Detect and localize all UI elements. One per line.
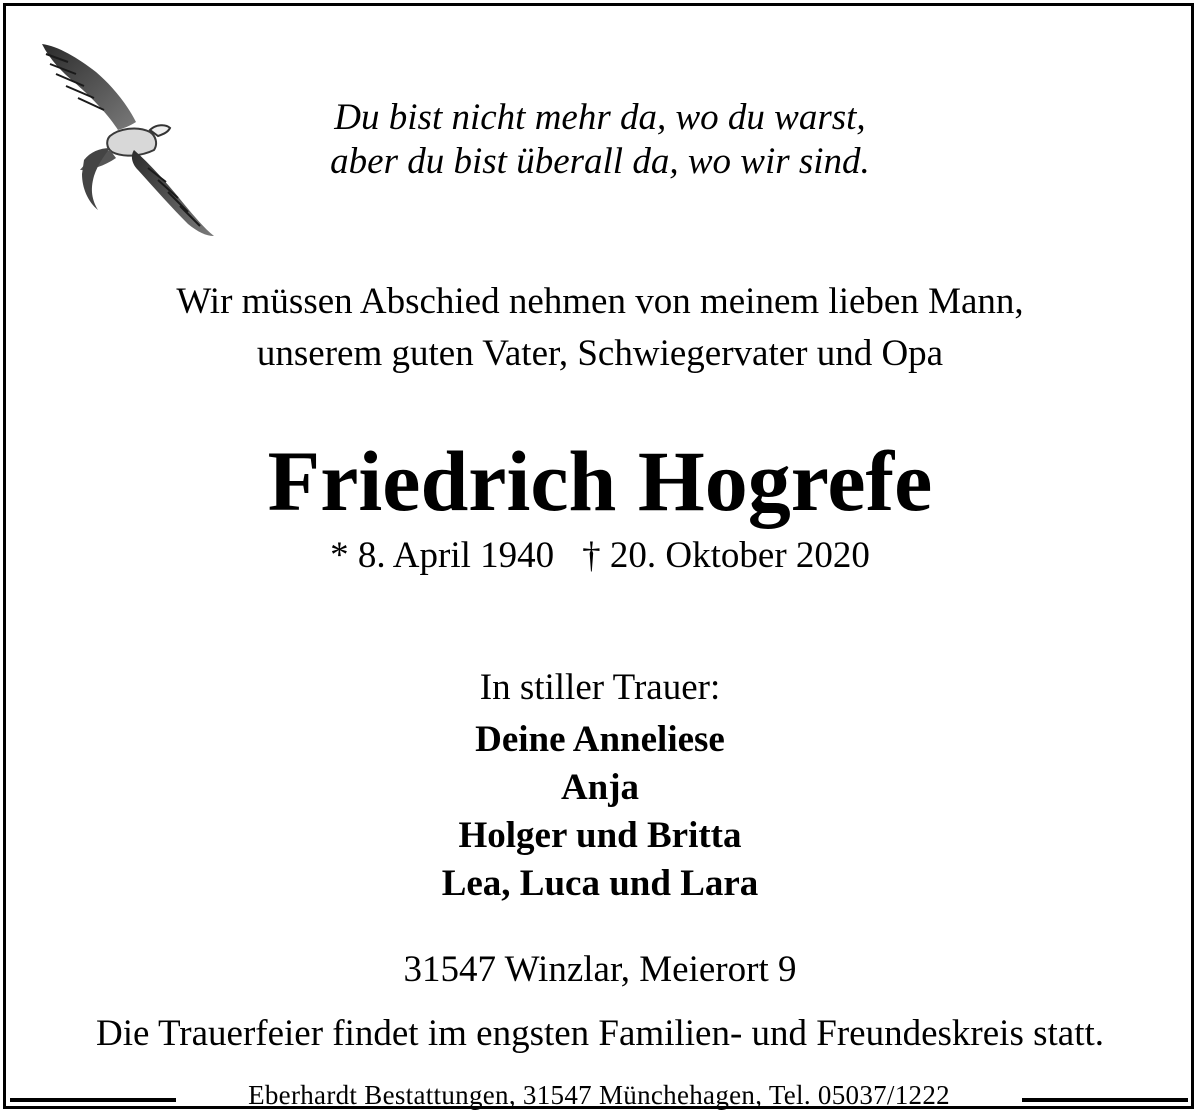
intro-line-1: Wir müssen Abschied nehmen von meinem lieben Mann, (176, 281, 1024, 322)
quote-line-1: Du bist nicht mehr da, wo du warst, (334, 97, 866, 138)
intro-line-2: unserem guten Vater, Schwiegervater und Opa (256, 333, 944, 374)
mourners-list (0, 716, 1200, 908)
footer-rule-left (10, 1098, 176, 1102)
family-address: 31547 Winzlar, Meierort 9 (403, 949, 797, 990)
funeral-home-info: Eberhardt Bestattungen, 31547 Münchehagen, Tel. 05037/1222 (248, 1080, 950, 1110)
quote-line-2: aber du bist überall da, wo wir sind. (330, 141, 870, 182)
deceased-name: Friedrich Hogrefe (267, 433, 933, 529)
life-dates (0, 532, 1200, 580)
mourner-name: Holger und Britta (458, 815, 742, 856)
mourner-name: Lea, Luca und Lara (441, 863, 759, 904)
ceremony-note: Die Trauerfeier findet im engsten Familien- und Freundeskreis statt. (95, 1013, 1105, 1054)
mourners-label: In stiller Trauer: (479, 667, 721, 708)
footer-rule-right (1022, 1098, 1188, 1102)
memorial-quote (230, 96, 970, 184)
footer (0, 1076, 1200, 1112)
announcement-intro (0, 276, 1200, 380)
death-date: † 20. Oktober 2020 (582, 535, 870, 576)
birth-date: * 8. April 1940 (330, 535, 555, 576)
flying-bird-icon (38, 40, 220, 238)
mourner-name: Anja (560, 767, 640, 808)
mourner-name: Deine Anneliese (475, 719, 725, 760)
